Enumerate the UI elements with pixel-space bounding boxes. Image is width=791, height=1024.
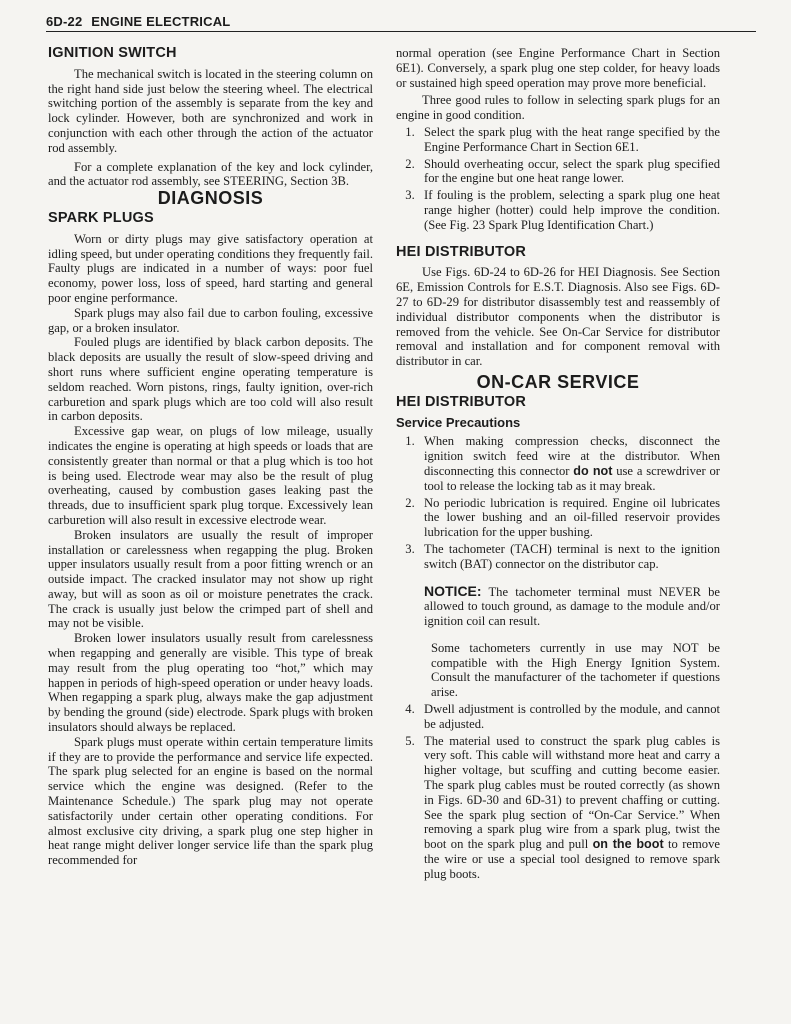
notice-label: NOTICE:	[424, 582, 482, 599]
list-item: 1. Select the spark plug with the heat range specified by the Engine Performance Chart in Section 6E1.	[405, 124, 720, 154]
paragraph: Spark plugs must operate within certain temperature limits if they are to provide the performance and service life expected. The spark plug selected for an engine is based on the normal service which the engine was designed. (Refer to the Maintenance Schedule.) The spark plug may not operate satisfactorily under certain other operating conditions. For almost exclusive city driving, a spark plug one step higher in heat range might deliver longer service life than the spark plug recommended for	[48, 734, 373, 868]
ignition-switch-heading: IGNITION SWITCH	[48, 45, 177, 61]
paragraph: Excessive gap wear, on plugs of low mileage, usually indicates the engine is operating at high speeds or loads that are consistently greater than normal or that a plug which is too hot is being used. Electrode wear may also be the result of plug overheating, caused by combustion gases leaking past the threads, due to insufficient spark plug torque. Excessively lean carburetion will also result in excessive electrode wear.	[48, 424, 373, 527]
notice-text: The tachometer terminal must NEVER be allowed to touch ground, as damage to the module and/or ignition coil can result.	[424, 584, 720, 629]
diagnosis-heading: DIAGNOSIS	[157, 188, 264, 209]
hei-distributor-heading-2: HEI DISTRIBUTOR	[396, 393, 527, 410]
paragraph: The mechanical switch is located in the steering column on the right hand side just below the steering wheel. The electrical switching portion of the assembly is separate from the key and lock cylinder. However, both are synchronized and work in conjunction with each other through the action of the actuator rod assembly.	[48, 66, 373, 155]
paragraph: Fouled plugs are identified by black carbon deposits. The black deposits are usually the result of slow-speed driving and short runs where sufficient engine operating temperature is seldom reached. Worn pistons, rings, faulty ignition, over-rich carburetion and spark plugs which are too cold will also result in carbon deposits.	[48, 335, 373, 424]
page-number: 6D-22	[46, 14, 83, 29]
paragraph: Broken insulators are usually the result of improper installation or carelessness when regapping the plug. Broken upper insulators usually result from a poor fitting wrench or an outside impact. The cracked insulator may not show up right away, but will as soon as oil or moisture penetrates the crack. The crack is usually just below the crimped part of shell and may not be visible.	[48, 527, 373, 631]
on-car-service-heading: ON-CAR SERVICE	[476, 371, 640, 392]
paragraph: Three good rules to follow in selecting spark plugs for an engine in good condition.	[396, 93, 720, 123]
service-precautions-heading: Service Precautions	[396, 414, 521, 430]
page-header	[46, 14, 756, 32]
section-title: ENGINE ELECTRICAL	[91, 14, 231, 29]
paragraph: For a complete explanation of the key and lock cylinder, and the actuator rod assembly, see STEERING, Section 3B.	[48, 159, 373, 189]
spark-plugs-heading: SPARK PLUGS	[48, 209, 154, 226]
paragraph: Spark plugs may also fail due to carbon fouling, excessive gap, or a broken insulator.	[48, 305, 373, 335]
notice-block	[424, 584, 720, 629]
precautions-list	[396, 434, 720, 571]
paragraph: Broken lower insulators usually result from carelessness when regapping and generally are visible. This type of break may result from the plug operating too “hot,” which may happen in periods of high-speed operation or under heavy loads. When regapping a spark plug, always make the gap adjustment by bending the ground (side) electrode. Spark plugs with broken insulators should always be replaced.	[48, 631, 373, 735]
list-item: 4. Dwell adjustment is controlled by the module, and cannot be adjusted.	[405, 702, 720, 731]
paragraph: Use Figs. 6D-24 to 6D-26 for HEI Diagnosis. See Section 6E, Emission Controls for E.S.T. Diagnosis. Also see Figs. 6D-27 to 6D-29 for distributor disassembly test and reassembly of individual distributor components when the distributor is removed from the vehicle. See On-Car Service for distributor removal and installation and for component removal with distributor in car.	[396, 265, 720, 369]
list-item: 1. When making compression checks, disconnect the ignition switch feed wire at the distributor. When disconnecting this connector do not use a screwdriver or tool to release the locking tab as it may break.	[405, 434, 720, 493]
right-column	[396, 46, 720, 884]
paragraph: normal operation (see Engine Performance Chart in Section 6E1). Conversely, a spark plug one step colder, for heavy loads or sustained high speed operation may prove more beneficial.	[396, 46, 720, 90]
list-item: 3. The tachometer (TACH) terminal is next to the ignition switch (BAT) connector on the distributor cap.	[405, 541, 720, 571]
list-item: 5. The material used to construct the spark plug cables is very soft. This cable will withstand more heat and carry a higher voltage, but scuffing and cutting become easier. The spark plug cables must be routed correctly (as shown in Figs. 6D-30 and 6D-31) to prevent chaffing or cutting. See the spark plug section of “On-Car Service.” When removing a spark plug wire from a spark plug, twist the boot on the spark plug and pull on the boot to remove the wire or use a special tool designed to remove spark plug boots.	[405, 733, 720, 881]
left-column	[48, 46, 373, 868]
tachometer-note: Some tachometers currently in use may NOT be compatible with the High Energy Ignition System. Consult the manufacturer of the tachometer if questions arise.	[431, 640, 720, 700]
list-item: 2. Should overheating occur, select the spark plug specified for the engine but one heat range lower.	[405, 156, 720, 186]
rules-list	[396, 125, 720, 233]
precautions-list-cont	[396, 702, 720, 882]
paragraph: Worn or dirty plugs may give satisfactory operation at idling speed, but under operating conditions they frequently fail. Faulty plugs are indicated in a number of ways: poor fuel economy, power loss, loss of speed, hard starting and general poor engine performance.	[48, 231, 373, 305]
list-item: 3. If fouling is the problem, selecting a spark plug one heat range higher (hotter) could help improve the condition. (See Fig. 23 Spark Plug Identification Chart.)	[405, 188, 720, 232]
list-item: 2. No periodic lubrication is required. Engine oil lubricates the lower bushing and an oil-filled reservoir provides lubrication for the upper bushing.	[405, 495, 720, 540]
hei-distributor-heading: HEI DISTRIBUTOR	[396, 243, 527, 260]
